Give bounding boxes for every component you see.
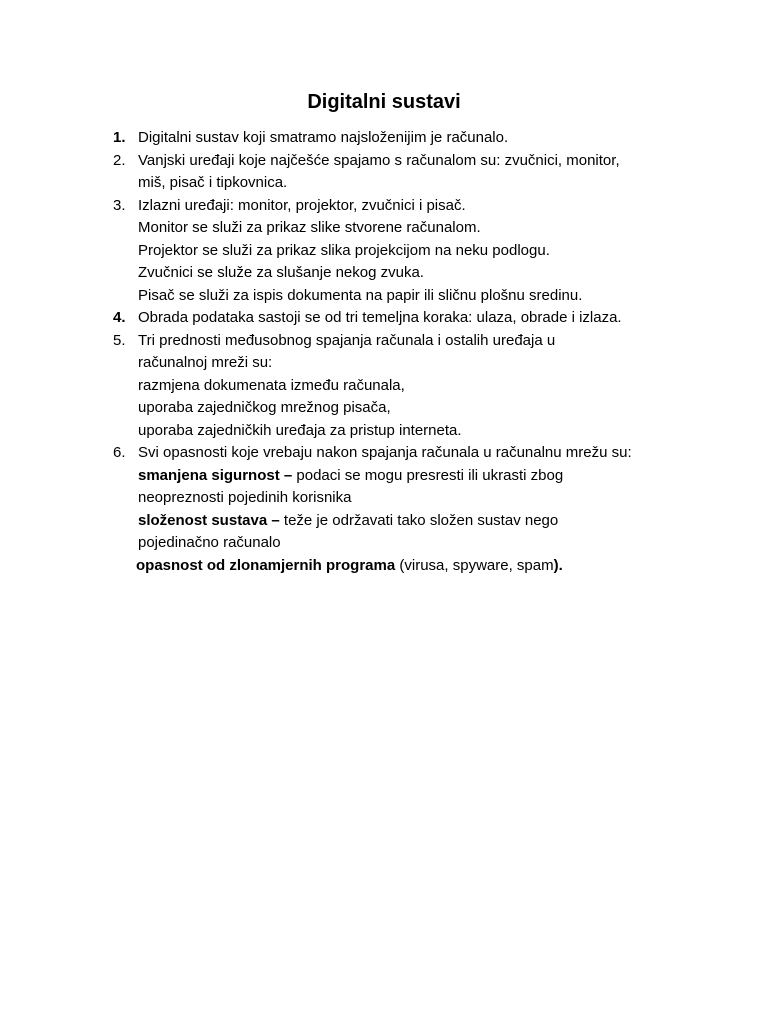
list-text: Svi opasnosti koje vrebaju nakon spajanja računala u računalnu mrežu su: <box>138 444 632 461</box>
list-text: Vanjski uređaji koje najčešće spajamo s računalom su: zvučnici, monitor, <box>138 151 620 169</box>
list-item <box>113 150 733 195</box>
risk-line: pojedinačno računalo <box>138 534 281 551</box>
risk-line <box>138 510 733 533</box>
list-item <box>113 127 733 150</box>
list-text: uporaba zajedničkih uređaja za pristup interneta. <box>138 421 462 439</box>
list-text: Izlazni uređaji: monitor, projektor, zvučnici i pisač. <box>138 196 466 214</box>
risk-description: podaci se mogu presresti ili ukrasti zbog <box>292 466 564 484</box>
list-item <box>113 442 733 577</box>
risk-description: ( <box>395 556 405 574</box>
list-text: miš, pisač i tipkovnica. <box>138 174 288 191</box>
list-text: Projektor se služi za prikaz slika projekcijom na neku podlogu. <box>138 241 550 259</box>
risk-description: teže je održavati tako složen sustav nego <box>279 511 559 529</box>
risk-line: neopreznosti pojedinih korisnika <box>138 489 352 506</box>
risk-line <box>138 465 733 488</box>
list-text: Digitalni sustav koji smatramo najsloženijim je računalo. <box>138 129 509 146</box>
list-text: računalnoj mreži su: <box>138 354 273 371</box>
document-title: Digitalni sustavi <box>307 91 461 113</box>
list-text: Tri prednosti međusobnog spajanja računala i ostalih uređaja u <box>138 331 556 349</box>
list-item <box>113 330 733 443</box>
list-text: Obrada podataka sastoji se od tri temeljna koraka: ulaza, obrade i izlaza. <box>138 309 622 326</box>
list-text: Zvučnici se služe za slušanje nekog zvuka. <box>138 264 424 281</box>
list-number: 5. <box>113 331 126 349</box>
risk-line <box>136 555 733 578</box>
list-number: 4. <box>113 309 126 326</box>
risk-description: ). <box>553 556 563 574</box>
list-number: 6. <box>113 444 126 461</box>
numbered-list <box>113 127 733 577</box>
list-item <box>113 307 733 330</box>
list-number: 2. <box>113 151 126 169</box>
list-text: uporaba zajedničkog mrežnog pisača, <box>138 399 391 416</box>
risk-description: virusa, spyware, spam <box>404 556 554 574</box>
list-number: 3. <box>113 196 126 214</box>
risk-term: opasnost od zlonamjernih programa <box>136 556 396 574</box>
list-text: razmjena dokumenata između računala, <box>138 376 405 394</box>
list-number: 1. <box>113 129 126 146</box>
risk-term: smanjena sigurnost – <box>138 466 293 484</box>
list-item <box>113 195 733 308</box>
list-text: Pisač se služi za ispis dokumenta na papir ili sličnu plošnu sredinu. <box>138 286 583 304</box>
list-text: Monitor se služi za prikaz slike stvorene računalom. <box>138 219 481 236</box>
risk-term: složenost sustava – <box>138 511 280 529</box>
